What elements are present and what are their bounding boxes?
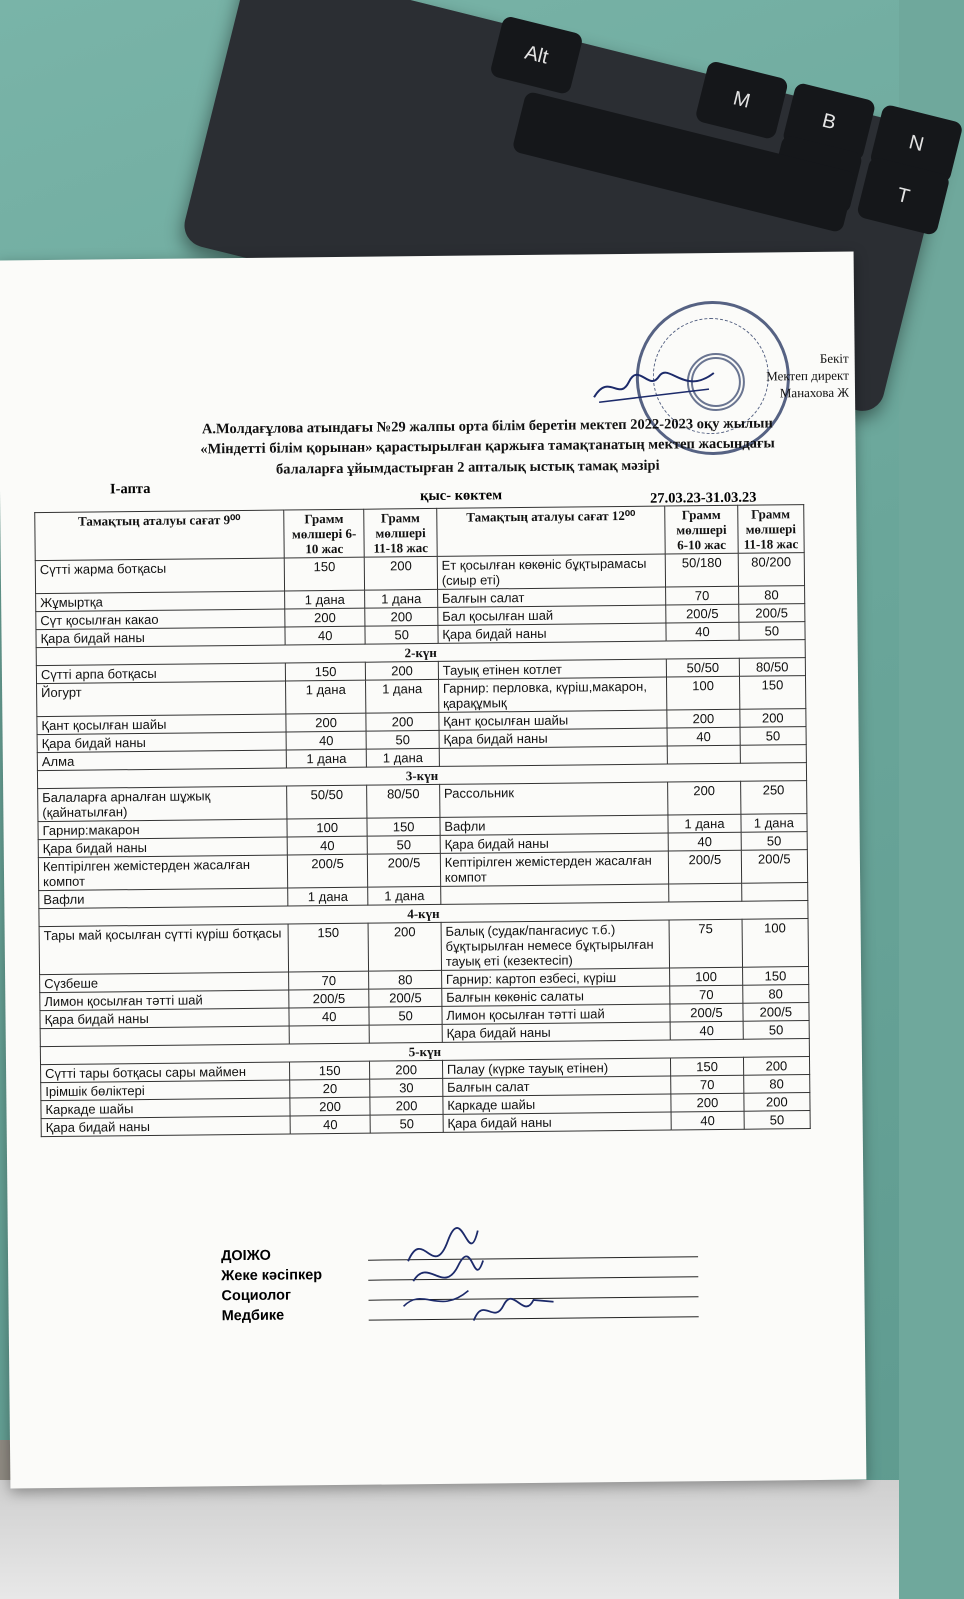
gram-6-10: 40: [289, 1007, 370, 1026]
noon-item: Қара бидай наны: [443, 1112, 672, 1132]
gram-6-10-b: [667, 745, 740, 764]
gram-11-18: 200: [368, 922, 441, 971]
noon-item: Қара бидай наны: [439, 728, 668, 748]
header-line-3: балаларға ұйымдастырған 2 апталық ыстық тамақ мәзірі: [275, 457, 660, 478]
noon-item: [439, 746, 668, 766]
approval-name: Манахова Ж: [779, 384, 850, 401]
gram-11-18-b: 50: [740, 727, 807, 746]
noon-item: Балғын салат: [442, 1076, 671, 1096]
menu-document: [0, 252, 866, 1489]
header-gram-6-10: Грамм мөлшері 6-10 жас: [284, 509, 365, 558]
gram-6-10-b: 200/5: [666, 604, 739, 623]
menu-table: [34, 504, 811, 1137]
gram-11-18-b: 1 дана: [741, 814, 808, 833]
gram-6-10-b: 200: [667, 709, 740, 728]
gram-6-10: 200: [290, 1097, 371, 1116]
gram-11-18: 50: [369, 1006, 442, 1025]
header-gram-6-10-b: Грамм мөлшері 6-10 жас: [665, 505, 738, 554]
gram-6-10: 1 дана: [286, 749, 367, 768]
gram-11-18-b: 50: [739, 622, 806, 641]
noon-item: [440, 884, 669, 904]
header-noon: Тамақтың аталуы сағат 12⁰⁰: [437, 506, 666, 556]
gram-6-10: 50/50: [286, 785, 367, 819]
gram-11-18-b: 80: [742, 985, 809, 1004]
morning-item: Балаларға арналған шұжық (қайнатылған): [38, 786, 287, 822]
gram-11-18-b: 50: [743, 1021, 810, 1040]
gram-6-10-b: 70: [671, 1075, 744, 1094]
morning-item: Сүтті арпа ботқасы: [36, 663, 285, 684]
morning-item: Лимон қосылған тәтті шай: [40, 990, 289, 1011]
key-m: M: [694, 60, 789, 140]
gram-11-18: 200/5: [369, 988, 442, 1007]
gram-11-18: 50: [370, 1114, 443, 1133]
gram-11-18-b: 50: [744, 1111, 811, 1130]
noon-item: Каркаде шайы: [443, 1094, 672, 1114]
role-nurse: Медбике: [221, 1307, 285, 1325]
gram-11-18: 80/50: [367, 784, 440, 818]
gram-11-18: 200: [370, 1060, 443, 1079]
day-label: 3-күн: [37, 763, 806, 789]
gram-6-10: 1 дана: [284, 590, 365, 609]
gram-11-18: 1 дана: [368, 886, 441, 905]
gram-11-18: 1 дана: [366, 679, 439, 713]
gram-11-18: 30: [370, 1078, 443, 1097]
noon-item: Ет қосылған көкөніс бұқтырамасы (сиыр еті): [437, 554, 666, 589]
day-label: 4-күн: [39, 901, 808, 927]
morning-item: Ірімшік бөліктері: [41, 1080, 290, 1101]
gram-6-10-b: 40: [666, 622, 739, 641]
nurse-signature: [468, 1290, 558, 1331]
morning-item: Йогурт: [37, 681, 286, 717]
gram-6-10-b: 200: [668, 781, 741, 815]
header-gram-11-18-b: Грамм мөлшері 11-18 жас: [737, 505, 804, 554]
gram-6-10: 200: [285, 608, 366, 627]
date-range: 27.03.23-31.03.23: [650, 489, 757, 507]
morning-item: Сүт қосылған какао: [36, 609, 285, 630]
gram-6-10: 150: [289, 1061, 370, 1080]
gram-11-18-b: 200/5: [741, 850, 808, 884]
morning-item: Сүтті жарма ботқасы: [35, 558, 284, 594]
morning-item: Гарнир:макарон: [38, 819, 287, 840]
gram-11-18-b: 200: [744, 1093, 811, 1112]
morning-item: Қара бидай наны: [38, 837, 287, 858]
director-signature: [589, 361, 720, 412]
noon-item: Рассольник: [439, 782, 668, 817]
gram-11-18: 200: [365, 556, 438, 590]
header-line-1: А.Молдағұлова атындағы №29 жалпы орта білім беретін мектеп 2022-2023 оқу жылын: [201, 415, 773, 438]
approval-block: [759, 350, 850, 402]
key-b: B: [782, 82, 877, 162]
gram-6-10-b: 40: [667, 727, 740, 746]
gram-11-18: 200/5: [368, 853, 441, 887]
noon-item: Қара бидай наны: [440, 833, 669, 853]
gram-6-10: 40: [286, 731, 367, 750]
gram-11-18-b: [741, 883, 808, 902]
gram-6-10-b: 40: [668, 832, 741, 851]
gram-6-10: 40: [290, 1115, 371, 1134]
gram-6-10: 200/5: [287, 854, 368, 888]
table-row: [39, 919, 808, 975]
gram-11-18-b: 200: [740, 709, 807, 728]
gram-11-18-b: 200/5: [743, 1003, 810, 1022]
noon-item: Қант қосылған шайы: [439, 710, 668, 730]
gram-6-10-b: 200: [671, 1093, 744, 1112]
approval-position: Мектеп директ: [766, 367, 849, 384]
menu-table-body: [35, 553, 810, 1137]
gram-11-18-b: 80/50: [739, 658, 806, 677]
gram-6-10: 150: [284, 557, 365, 591]
gram-11-18: 150: [367, 817, 440, 836]
gram-6-10: 150: [288, 923, 369, 972]
gram-6-10-b: 40: [670, 1021, 743, 1040]
gram-11-18: 200: [370, 1096, 443, 1115]
gram-6-10: 1 дана: [288, 887, 369, 906]
morning-item: Қара бидай наны: [41, 1116, 290, 1137]
gram-11-18: 200: [366, 661, 439, 680]
morning-item: Каркаде шайы: [41, 1098, 290, 1119]
gram-6-10-b: 100: [667, 676, 740, 710]
gram-6-10-b: [669, 883, 742, 902]
noon-item: Балғын көкөніс салаты: [442, 986, 671, 1006]
gram-11-18: 50: [368, 835, 441, 854]
key-t: Т: [856, 156, 951, 236]
noon-item: Вафли: [440, 815, 669, 835]
gram-6-10: 100: [287, 818, 368, 837]
gram-11-18-b: 80/200: [738, 553, 805, 587]
gram-11-18: 80: [369, 970, 442, 989]
morning-item: Қара бидай наны: [37, 732, 286, 753]
gram-11-18-b: 200: [743, 1057, 810, 1076]
gram-11-18: 200: [366, 712, 439, 731]
gram-6-10: 40: [287, 836, 368, 855]
noon-item: Лимон қосылған тәтті шай: [442, 1004, 671, 1024]
gram-6-10-b: 50/50: [667, 658, 740, 677]
gram-6-10: 1 дана: [285, 680, 366, 714]
noon-item: Балғын салат: [437, 587, 666, 607]
gram-11-18-b: 250: [740, 781, 807, 815]
gram-11-18-b: 50: [741, 832, 808, 851]
noon-item: Гарнир: перловка, күріш,макарон, қарақұмық: [438, 677, 667, 712]
noon-item: Қара бидай наны: [438, 623, 667, 643]
gram-11-18: 1 дана: [365, 589, 438, 608]
gram-6-10: 20: [290, 1079, 371, 1098]
gram-11-18-b: [740, 745, 807, 764]
noon-item: Палау (күркe тауық етінен): [442, 1058, 671, 1078]
approval-label: Бекіт: [819, 350, 849, 366]
gram-6-10-b: 1 дана: [668, 814, 741, 833]
role-sociologist: Социолог: [221, 1287, 292, 1305]
gram-11-18-b: 150: [739, 676, 806, 710]
gram-6-10-b: 50/180: [665, 553, 738, 587]
morning-item: Вафли: [39, 888, 288, 909]
noon-item: Қара бидай наны: [442, 1022, 671, 1042]
gram-6-10: 40: [285, 626, 366, 645]
gram-6-10: 200/5: [289, 989, 370, 1008]
gram-11-18: 1 дана: [367, 748, 440, 767]
gram-6-10-b: 200/5: [669, 850, 742, 884]
morning-item: Сүзбеше: [40, 972, 289, 993]
week-label: І-апта: [109, 480, 151, 498]
header-gram-11-18: Грамм мөлшері 11-18 жас: [364, 508, 437, 557]
morning-item: Сүтті тары ботқасы сары маймен: [41, 1062, 290, 1083]
header-morning: Тамақтың аталуы сағат 9⁰⁰: [35, 510, 284, 561]
key-n: N: [869, 104, 964, 184]
table-header-row: [35, 505, 804, 561]
morning-item: Тары май қосылған сүтті күріш ботқасы: [39, 924, 288, 975]
gram-6-10: [289, 1025, 370, 1044]
season-label: қыс- көктем: [420, 487, 503, 505]
floor-light: [0, 1480, 899, 1599]
gram-11-18: [370, 1024, 443, 1043]
gram-11-18: 200: [365, 607, 438, 626]
gram-11-18-b: 80: [743, 1075, 810, 1094]
role-entrepreneur: Жеке кәсіпкер: [221, 1267, 323, 1285]
role-doizho: ДОІЖО: [220, 1247, 271, 1265]
gram-6-10-b: 40: [671, 1111, 744, 1130]
noon-item: Гарнир: картоп езбесі, күріш: [441, 968, 670, 988]
gram-11-18-b: 100: [742, 919, 809, 968]
gram-11-18-b: 150: [742, 967, 809, 986]
gram-6-10-b: 100: [670, 967, 743, 986]
noon-item: Тауық етінен котлет: [438, 659, 667, 679]
day-label: 2-күн: [36, 640, 805, 666]
key-alt: Alt: [489, 15, 584, 95]
gram-11-18-b: 200/5: [738, 604, 805, 623]
noon-item: Балық (судак/пангасиус т.б.) бұқтырылған немесе бұқтырылған тауық еті (кезектесіп): [441, 920, 670, 970]
morning-item: Қара бидай наны: [36, 627, 285, 648]
gram-6-10-b: 150: [671, 1057, 744, 1076]
morning-item: Алма: [37, 750, 286, 771]
noon-item: Бал қосылған шай: [438, 605, 667, 625]
morning-item: Жұмыртқа: [36, 591, 285, 612]
day-label: 5-күн: [40, 1039, 809, 1065]
morning-item: Кептірілген жемістерден жасалған компот: [38, 855, 287, 891]
gram-11-18-b: 80: [738, 586, 805, 605]
gram-6-10: 200: [286, 713, 367, 732]
gram-6-10-b: 70: [666, 586, 739, 605]
gram-11-18: 50: [366, 730, 439, 749]
gram-6-10: 70: [288, 971, 369, 990]
morning-item: Қант қосылған шайы: [37, 714, 286, 735]
gram-6-10: 150: [285, 662, 366, 681]
gram-6-10-b: 200/5: [670, 1003, 743, 1022]
morning-item: Қара бидай наны: [40, 1008, 289, 1029]
gram-11-18: 50: [365, 625, 438, 644]
gram-6-10-b: 70: [670, 985, 743, 1004]
gram-6-10-b: 75: [669, 919, 742, 968]
noon-item: Кептірілген жемістерден жасалған компот: [440, 851, 669, 886]
header-line-2: «Міндетті білім қорынан» қарастырылған қаржыға тамақтанатың мектеп жасындағы: [200, 435, 775, 458]
